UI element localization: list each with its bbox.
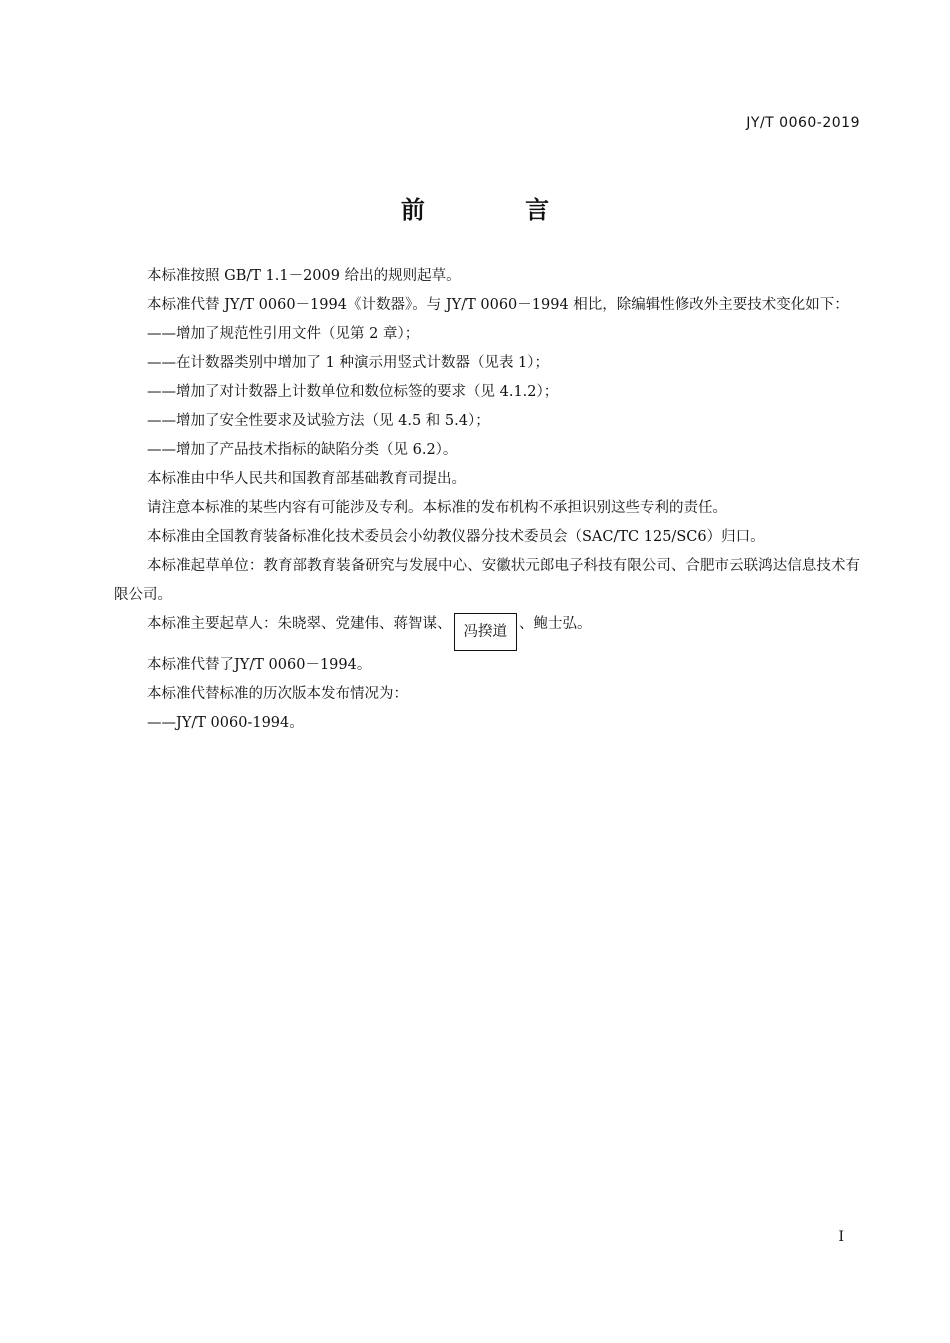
standard-code: JY/T 0060-2019 xyxy=(746,115,860,131)
paragraph-drafting-units: 本标准起草单位：教育部教育装备研究与发展中心、安徽状元郎电子科技有限公司、合肥市云联鸿达信息技术有限公司。 xyxy=(114,558,860,603)
history-item: ——JY/T 0060-1994。 xyxy=(147,715,304,731)
change-item: ——在计数器类别中增加了 1 种演示用竖式计数器（见表 1）； xyxy=(147,355,550,371)
change-item: ——增加了安全性要求及试验方法（见 4.5 和 5.4）； xyxy=(147,413,490,429)
boxed-drafter-name: 冯揆道 xyxy=(454,613,518,651)
paragraph-history-intro: 本标准代替标准的历次版本发布情况为： xyxy=(147,686,408,702)
page-title: 前 言 xyxy=(400,196,596,224)
drafters-text-after: 、鲍士弘。 xyxy=(519,616,592,632)
document-body xyxy=(114,262,860,738)
change-item: ——增加了对计数器上计数单位和数位标签的要求（见 4.1.2）； xyxy=(147,384,559,400)
paragraph-drafters xyxy=(114,610,860,651)
paragraph-replacement: 本标准代替 JY/T 0060－1994《计数器》。与 JY/T 0060－1994 相比，除编辑性修改外主要技术变化如下： xyxy=(147,297,849,313)
paragraph-committee: 本标准由全国教育装备标准化技术委员会小幼教仪器分技术委员会（SAC/TC 125/SC6）归口。 xyxy=(147,529,765,545)
paragraph-replaces: 本标准代替了JY/T 0060－1994。 xyxy=(147,657,372,673)
paragraph-proposer: 本标准由中华人民共和国教育部基础教育司提出。 xyxy=(147,471,466,487)
page-number: I xyxy=(838,1229,844,1245)
change-item: ——增加了规范性引用文件（见第 2 章）； xyxy=(147,326,420,342)
paragraph-patent-notice: 请注意本标准的某些内容有可能涉及专利。本标准的发布机构不承担识别这些专利的责任。 xyxy=(147,500,727,516)
paragraph-drafting-rules: 本标准按照 GB/T 1.1－2009 给出的规则起草。 xyxy=(147,268,461,284)
change-item: ——增加了产品技术指标的缺陷分类（见 6.2）。 xyxy=(147,442,458,458)
drafters-text-before: 本标准主要起草人：朱晓翠、党建伟、蒋智谋、 xyxy=(147,616,452,632)
